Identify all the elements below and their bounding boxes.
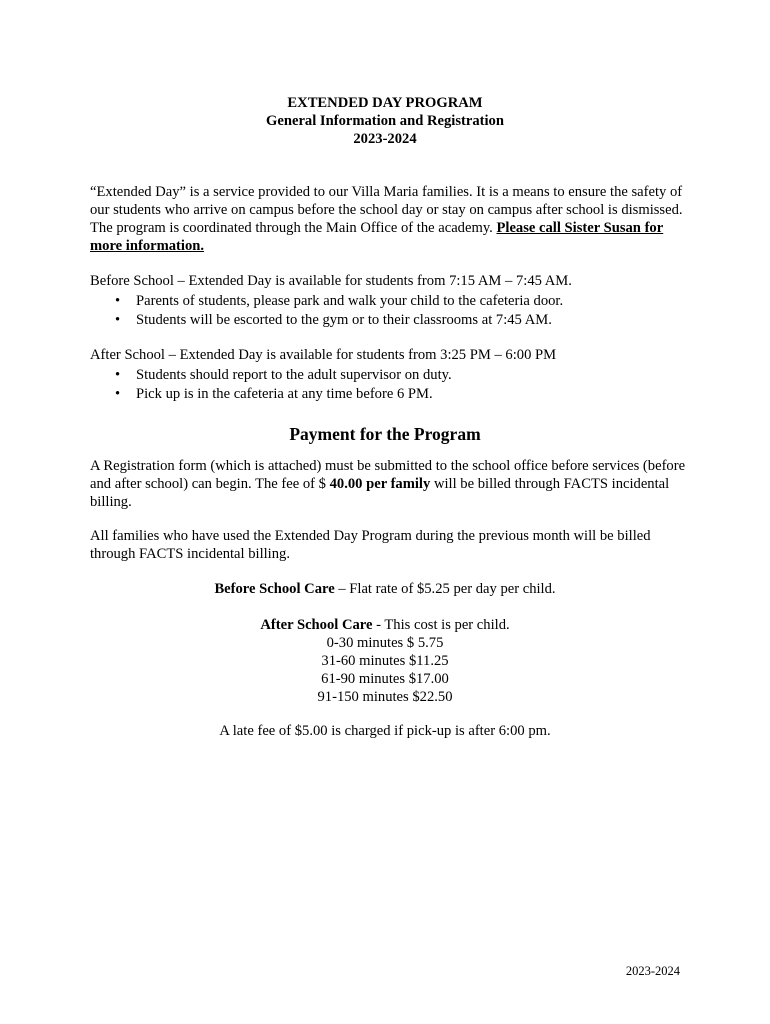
list-item: • Students should report to the adult supervisor on duty. <box>115 367 452 383</box>
before-school-section <box>90 272 690 330</box>
bullet-icon: • <box>115 312 121 328</box>
payment-heading: Payment for the Program <box>289 424 481 444</box>
intro-paragraph <box>90 183 690 255</box>
rate-row: 31-60 minutes $11.25 <box>321 653 449 669</box>
rate-row: 61-90 minutes $17.00 <box>321 671 449 687</box>
before-school-intro: Before School – Extended Day is available for students from 7:15 AM – 7:45 AM. <box>90 273 572 289</box>
after-school-intro: After School – Extended Day is available for students from 3:25 PM – 6:00 PM <box>90 347 557 363</box>
document-header <box>0 94 770 148</box>
contact-note: Please call Sister Susan for more information. <box>90 220 664 254</box>
list-item: • Pick up is in the cafeteria at any time before 6 PM. <box>115 386 433 402</box>
program-title: EXTENDED DAY PROGRAM <box>287 95 483 111</box>
after-care-label: After School Care <box>260 617 373 633</box>
before-care-rate: Before School Care – Flat rate of $5.25 per day per child. <box>214 581 556 597</box>
billing-paragraph: All families who have used the Extended Day Program during the previous month will be billed through FACTS incidental billing. <box>90 528 651 562</box>
program-subtitle: General Information and Registration <box>266 113 504 129</box>
fee-amount: 40.00 per family <box>329 476 431 492</box>
rate-row: 91-150 minutes $22.50 <box>317 689 453 705</box>
before-school-list <box>90 292 690 330</box>
rate-row: 0-30 minutes $ 5.75 <box>326 635 444 651</box>
bullet-icon: • <box>115 367 121 383</box>
late-fee-note: A late fee of $5.00 is charged if pick-up is after 6:00 pm. <box>219 723 551 739</box>
program-year: 2023-2024 <box>353 131 417 147</box>
bullet-icon: • <box>115 386 121 402</box>
bullet-icon: • <box>115 293 121 309</box>
after-care-heading: After School Care - This cost is per child. <box>260 617 510 633</box>
after-care-rates <box>0 616 770 706</box>
list-item: • Students will be escorted to the gym or to their classrooms at 7:45 AM. <box>115 312 552 328</box>
registration-paragraph: A Registration form (which is attached) must be submitted to the school office before services (before and after school) can begin. The fee of $ 40.00 per family will be billed through FACTS incidental billing. <box>90 458 686 510</box>
footer-year: 2023-2024 <box>625 964 680 978</box>
intro-text: “Extended Day” is a service provided to our Villa Maria families. It is a means to ensure the safety of our students who arrive on campus before the school day or stay on campus after school is dismissed. The program is coordinated through the Main Office of the academy. <box>90 184 683 236</box>
list-item: • Parents of students, please park and walk your child to the cafeteria door. <box>115 293 564 309</box>
after-school-section <box>90 346 690 404</box>
before-care-label: Before School Care <box>214 581 335 597</box>
after-school-list <box>90 366 690 404</box>
